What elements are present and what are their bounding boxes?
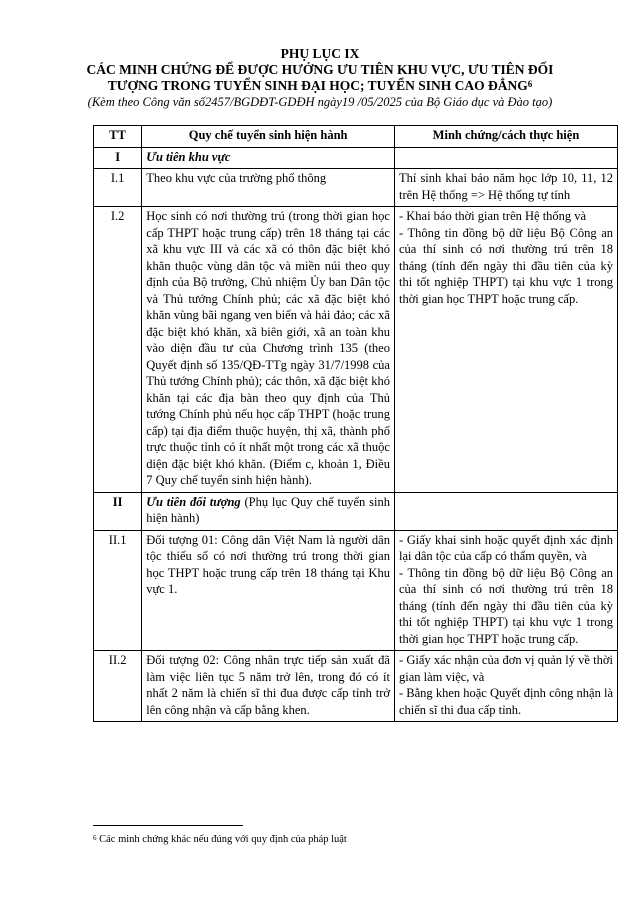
row-rule: Đối tượng 01: Công dân Việt Nam là người dân tộc thiểu số có nơi thường trú trong thời gian học THPT hoặc trung cấp trên 18 tháng tại Khu vực 1. [142, 530, 395, 651]
section-title: Ưu tiên đối tượng [146, 494, 241, 509]
section-id: I [94, 147, 142, 169]
section-empty-cell [394, 492, 617, 530]
row-tt: I.1 [94, 169, 142, 207]
section-title: Ưu tiên khu vực [146, 149, 231, 164]
attachment-note: (Kèm theo Công văn số2457/BGDĐT-GDĐH ngày19 /05/2025 của Bộ Giáo dục và Đào tạo) [87, 95, 553, 109]
section-id: II [94, 492, 142, 530]
section-row-II [94, 492, 618, 530]
evidence-table [93, 125, 618, 722]
evidence-item: Thí sinh khai báo năm học lớp 10, 11, 12 trên Hệ thống => Hệ thống tự tính [398, 171, 613, 202]
evidence-item: - Giấy xác nhận của đơn vị quản lý về thời gian làm việc, và [398, 653, 613, 684]
row-rule: Theo khu vực của trường phổ thông [142, 169, 395, 207]
evidence-item: - Thông tin đồng bộ dữ liệu Bộ Công an của thí sinh có nơi thường trú trên 18 tháng (tính đến ngày thi đầu tiên của kỳ thi tốt nghiệp THPT) tại khu vực 1 trong thời gian học THPT hoặc trung cấp. [398, 565, 613, 646]
subtitle-line-2-text: TƯỢNG TRONG TUYỂN SINH ĐẠI HỌC; TUYỂN SINH CAO ĐẲNG [107, 78, 528, 93]
table-row [94, 169, 618, 207]
section-note: (Phụ lục Quy chế tuyển sinh hiện hành) [146, 494, 390, 525]
appendix-title: PHỤ LỤC IX [280, 46, 360, 61]
row-tt: II.2 [94, 651, 142, 722]
appendix-subtitle-line-2 [0, 78, 640, 94]
section-title-cell [142, 147, 395, 169]
header-evidence: Minh chứng/cách thực hiện [394, 126, 617, 148]
appendix-subtitle-line-1: CÁC MINH CHỨNG ĐỂ ĐƯỢC HƯỞNG ƯU TIÊN KHU VỰC, ƯU TIÊN ĐỐI [86, 62, 554, 77]
row-evidence [394, 530, 617, 651]
evidence-item: - Khai báo thời gian trên Hệ thống và [398, 209, 587, 223]
row-evidence [394, 169, 617, 207]
row-rule: Đối tượng 02: Công nhân trực tiếp sản xuất đã làm việc liên tục 5 năm trở lên, trong đó có ít nhất 2 năm là chiến sĩ thi đua được cấp tỉnh trở lên công nhận và cấp bằng khen. [142, 651, 395, 722]
table-header-row [94, 126, 618, 148]
footnote-text: Các minh chứng khác nếu đúng với quy định của pháp luật [99, 834, 347, 845]
section-empty-cell [394, 147, 617, 169]
evidence-item: - Thông tin đồng bộ dữ liệu Bộ Công an của thí sinh có nơi thường trú trên 18 tháng (tính đến ngày thi đầu tiên của kỳ thi tốt nghiệp THPT) tại khu vực 1 trong thời gian học THPT hoặc trung cấp. [398, 225, 613, 306]
footnote-reference[interactable]: 6 [527, 79, 533, 89]
row-evidence [394, 207, 617, 493]
document-header [0, 46, 640, 110]
header-tt: TT [94, 126, 142, 148]
section-row-I [94, 147, 618, 169]
header-rule: Quy chế tuyển sinh hiện hành [142, 126, 395, 148]
evidence-item: - Bằng khen hoặc Quyết định công nhận là chiến sĩ thi đua cấp tỉnh. [398, 686, 613, 717]
section-title-cell [142, 492, 395, 530]
footnote-mark: 6 [93, 834, 97, 842]
row-rule: Học sinh có nơi thường trú (trong thời gian học cấp THPT hoặc trung cấp) trên 18 tháng tại các xã khu vực III và các xã có thôn đặc biệt khó khăn thuộc vùng dân tộc và miền núi theo quy định của Bộ trưởng, Chủ nhiệm Ủy ban Dân tộc và Thủ tướng Chính phủ; các xã đặc biệt khó khăn vùng bãi ngang ven biển và hải đảo; các xã đặc biệt khó khăn, xã biên giới, xã an toàn khu vào diện đầu tư của Chương trình 135 (theo Quyết định số 135/QĐ-TTg ngày 31/7/1998 của Thủ tướng Chính phủ); các thôn, xã đặc biệt khó khăn tại các địa bàn theo quy định của Thủ tướng Chính phủ nếu học cấp THPT (hoặc trung cấp) tại địa điểm thuộc huyện, thị xã, thành phố trực thuộc tỉnh có ít nhất một trong các xã thuộc diện đặc biệt khó khăn. (Điểm c, khoản 1, Điều 7 Quy chế tuyển sinh hiện hành). [142, 207, 395, 493]
row-tt: I.2 [94, 207, 142, 493]
footnote [93, 833, 347, 846]
footnote-separator [93, 825, 243, 826]
table-row [94, 651, 618, 722]
table-row [94, 530, 618, 651]
row-tt: II.1 [94, 530, 142, 651]
table-row [94, 207, 618, 493]
evidence-item: - Giấy khai sinh hoặc quyết định xác định lại dân tộc của cấp có thẩm quyền, và [398, 532, 613, 563]
row-evidence [394, 651, 617, 722]
